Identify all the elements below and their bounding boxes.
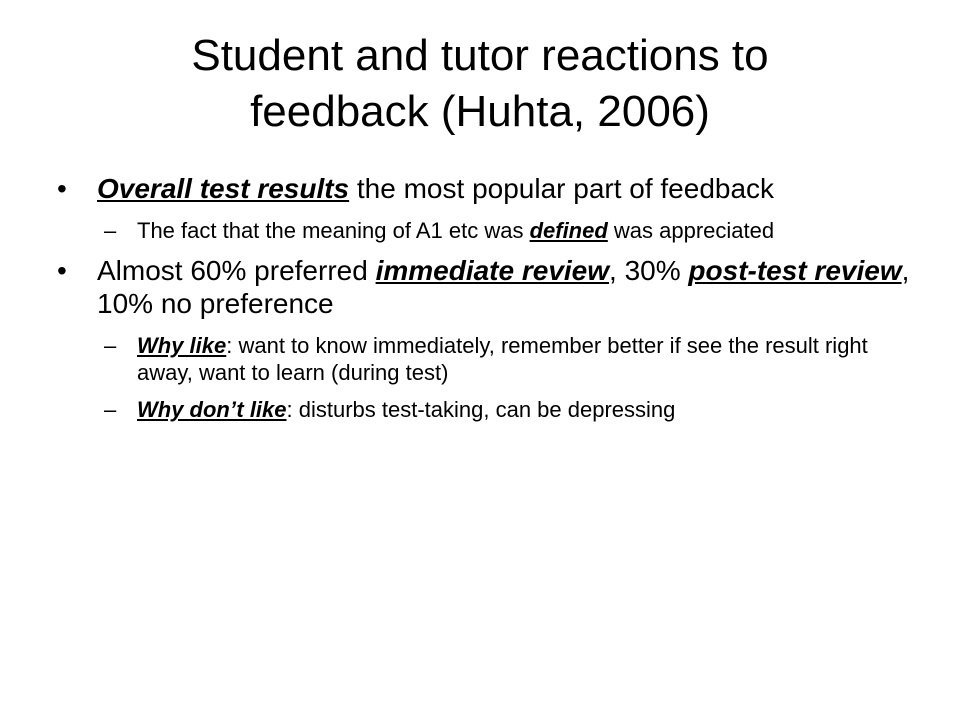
bullet-icon: •: [57, 173, 67, 204]
slide-body: [55, 172, 925, 433]
emphasis-immediate-review: immediate review: [375, 255, 610, 286]
bullet-review-preferences: [55, 254, 925, 320]
sub-bullet-why-dont-like: [55, 396, 925, 423]
emphasis-why-like: Why like: [137, 333, 227, 358]
emphasis-post-test-review: post-test review: [688, 255, 902, 286]
sub-bullet-text: : want to know immediately, remember better if see the result right away, want to learn (during test): [137, 333, 868, 385]
bullet-text-post: , 10% no preference: [97, 255, 910, 319]
sub-bullet-why-like: [55, 332, 925, 386]
sub-bullet-text: : disturbs test-taking, can be depressing: [286, 397, 676, 422]
emphasis-why-dont-like: Why don’t like: [137, 397, 287, 422]
dash-icon: –: [104, 218, 117, 243]
emphasis-defined: defined: [529, 218, 608, 243]
dash-icon: –: [104, 333, 117, 358]
dash-icon: –: [104, 397, 117, 422]
sub-bullet-a1-defined: [55, 217, 925, 244]
slide-title: [60, 28, 900, 140]
sub-bullet-text-pre: The fact that the meaning of A1 etc was: [137, 218, 530, 243]
emphasis-overall-test-results: Overall test results: [97, 173, 350, 204]
bullet-text-pre: Almost 60% preferred: [97, 255, 376, 286]
slide-title-line-2: feedback (Huhta, 2006): [250, 87, 710, 136]
slide-title-line-1: Student and tutor reactions to: [191, 31, 769, 80]
bullet-text: the most popular part of feedback: [349, 173, 775, 204]
sub-bullet-text-post: was appreciated: [607, 218, 775, 243]
bullet-overall-results: [55, 172, 925, 205]
bullet-icon: •: [57, 255, 67, 286]
bullet-text-mid: , 30%: [609, 255, 689, 286]
